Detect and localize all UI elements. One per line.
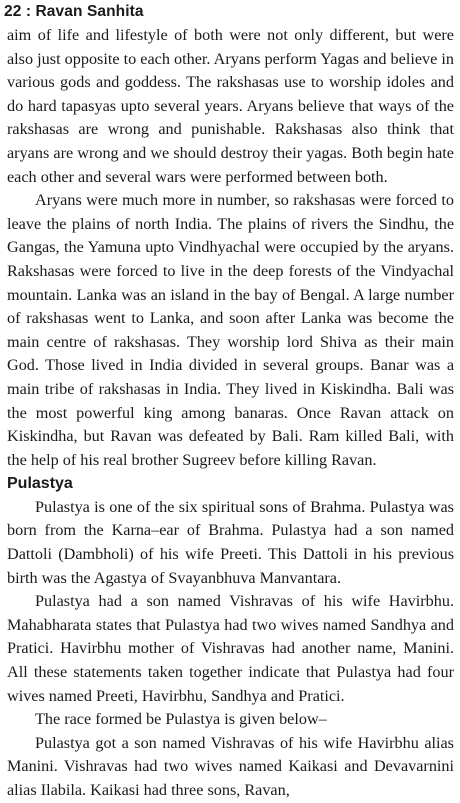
running-head: 22 : Ravan Sanhita <box>4 3 144 20</box>
paragraph-pulastya-wives: Pulastya had a son named Vishravas of his wife Havirbhu. Mahabharata states that Pulastya had two wives named Sandhya and Pratici. Havirbhu mother of Vishravas had another name, Manini. All these statements taken together indicate that Pulastya had four wives named Preeti, Havirbhu, Sandhya and Pratici. <box>7 592 454 705</box>
paragraph-aryans-rakshasas-differences: aim of life and lifestyle of both were not only different, but were also just opposite to each other. Aryans perform Yagas and believe in various gods and goddess. The rakshasas use to worship idoles and do hard tapasyas upto several years. Aryans believe that ways of the rakshasas are wrong and punishable. Rakshasas also think that aryans are wrong and we should destroy their yagas. Both begin hate each other and several wars were performed between both. <box>7 26 454 186</box>
paragraph-vishravas-sons: Pulastya got a son named Vishravas of his wife Havirbhu alias Manini. Vishravas had two wives named Kaikasi and Devavarnini alias Ilabila. Kaikasi had three sons, Ravan, <box>7 733 454 799</box>
paragraph-aryans-number: Aryans were much more in number, so rakshasas were forced to leave the plains of north India. The plains of rivers the Sindhu, the Gangas, the Yamuna upto Vindhyachal were occupied by the aryans. Rakshasas were forced to live in the deep forests of the Vindyachal mountain. Lanka was an island in the bay of Bengal. A large number of rakshasas went to Lanka, and soon after Lanka was become the main centre of rakshasas. They worship lord Shiva as their main God. Those lived in India divided in several groups. Banar was a main tribe of rakshasas in India. They lived in Kiskindha. Bali was the most powerful king among banaras. Once Ravan attack on Kiskindha, but Ravan was defeated by Bali. Ram killed Bali, with the help of his real brother Sugreev before killing Ravan. <box>7 191 454 469</box>
section-heading-pulastya: Pulastya <box>7 475 73 493</box>
book-page <box>4 0 454 803</box>
paragraph-race-intro: The race formed be Pulastya is given below– <box>35 710 327 729</box>
paragraph-pulastya-origin: Pulastya is one of the six spiritual sons of Brahma. Pulastya was born from the Karna–ear of Brahma. Pulastya had a son named Dattoli (Dambholi) of his wife Preeti. This Dattoli in his previous birth was the Agastya of Svayanbhuva Manvantara. <box>7 497 454 587</box>
